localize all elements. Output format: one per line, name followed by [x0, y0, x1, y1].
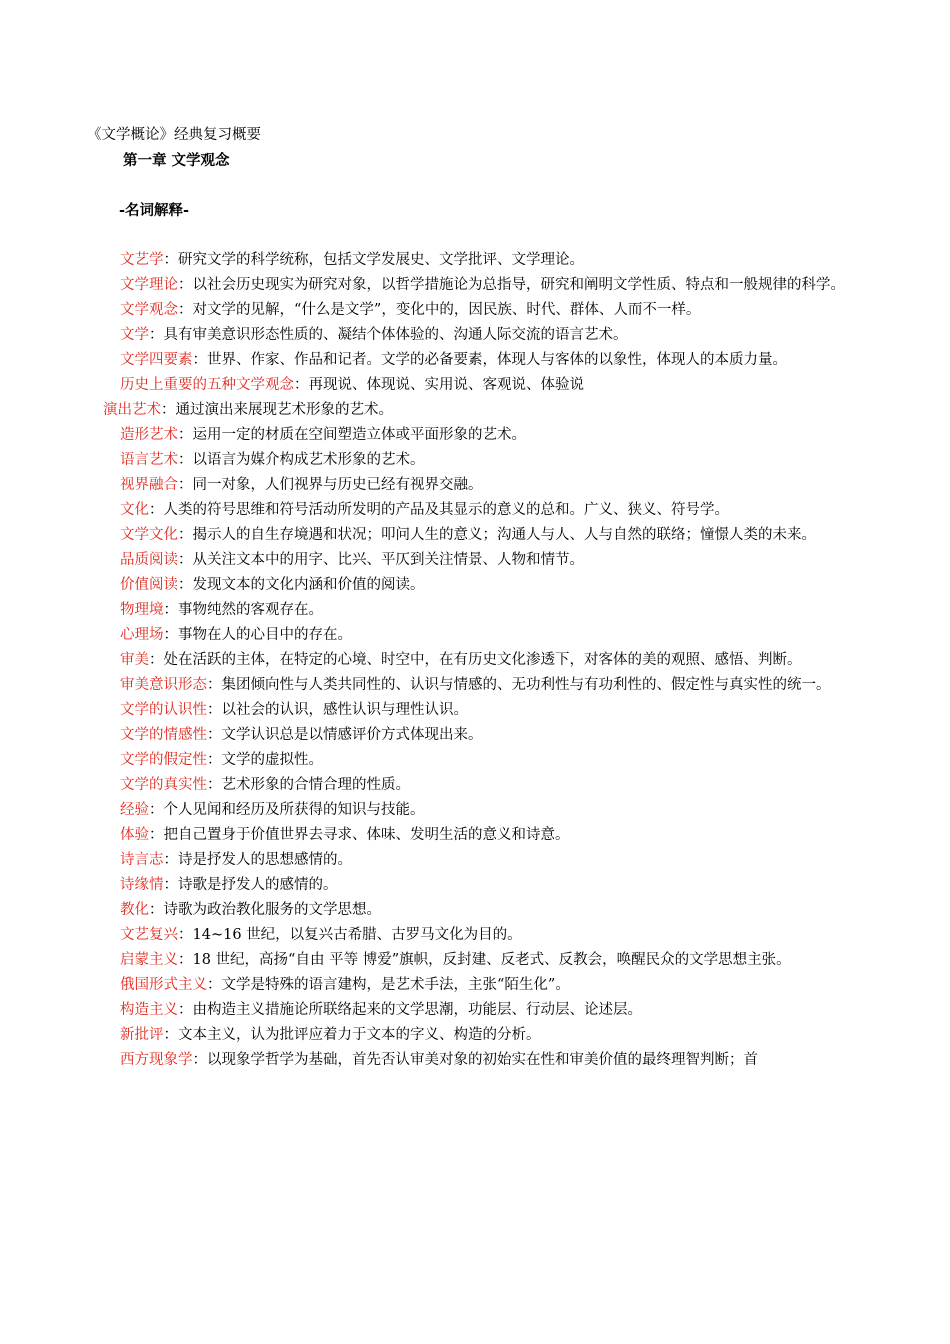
glossary-definition: 通过演出来展现艺术形象的艺术。	[175, 402, 393, 418]
glossary-entry	[87, 523, 863, 548]
term-separator: ：	[192, 1052, 207, 1068]
glossary-entry	[87, 873, 863, 898]
glossary-definition: 再现说、体现说、实用说、客观说、体验说	[308, 377, 584, 393]
glossary-entry	[87, 773, 863, 798]
glossary-term: 文学四要素	[120, 352, 193, 368]
glossary-definition: 把自己置身于价值世界去寻求、体味、发明生活的意义和诗意。	[163, 827, 570, 843]
glossary-term: 品质阅读	[120, 552, 178, 568]
glossary-entry	[87, 323, 863, 348]
glossary-definition: 个人见闻和经历及所获得的知识与技能。	[163, 802, 425, 818]
glossary-definition: 对文学的见解，“什么是文学”，变化中的，因民族、时代、群体、人而不一样。	[192, 302, 701, 318]
glossary-term: 文学观念	[120, 302, 178, 318]
glossary-term: 审美	[120, 652, 149, 668]
glossary-entry	[87, 623, 863, 648]
glossary-term: 造形艺术	[120, 427, 178, 443]
glossary-definition: 诗歌为政治教化服务的文学思想。	[163, 902, 381, 918]
term-separator: ：	[163, 877, 178, 893]
glossary-list	[87, 248, 863, 1073]
glossary-definition: 艺术形象的合情合理的性质。	[221, 777, 410, 793]
glossary-entry	[87, 923, 863, 948]
glossary-term: 价值阅读	[120, 577, 178, 593]
term-separator: ：	[178, 1002, 193, 1018]
glossary-entry	[87, 723, 863, 748]
term-separator: ：	[207, 727, 222, 743]
term-separator: ：	[178, 527, 193, 543]
glossary-definition: 从关注文本中的用字、比兴、平仄到关注情景、人物和情节。	[192, 552, 584, 568]
term-separator: ：	[163, 852, 178, 868]
glossary-term: 体验	[120, 827, 149, 843]
glossary-definition: 18 世纪，高扬“自由 平等 博爱”旗帜，反封建、反老式、反教会，唤醒民众的文学思想主张。	[192, 952, 791, 968]
glossary-term: 文学理论	[120, 277, 178, 293]
glossary-term: 历史上重要的五种文学观念	[120, 377, 294, 393]
glossary-entry	[87, 673, 863, 698]
term-separator: ：	[294, 377, 309, 393]
term-separator: ：	[163, 1027, 178, 1043]
term-separator: ：	[207, 977, 222, 993]
glossary-term: 审美意识形态	[120, 677, 207, 693]
term-separator: ：	[163, 627, 178, 643]
term-separator: ：	[149, 502, 164, 518]
glossary-entry	[87, 248, 863, 273]
glossary-term: 诗缘情	[120, 877, 164, 893]
glossary-term: 诗言志	[120, 852, 164, 868]
glossary-entry	[87, 498, 863, 523]
glossary-definition: 文学的虚拟性。	[221, 752, 323, 768]
glossary-entry	[87, 473, 863, 498]
glossary-entry	[87, 823, 863, 848]
glossary-definition: 以语言为媒介构成艺术形象的艺术。	[192, 452, 425, 468]
glossary-entry	[87, 273, 863, 298]
glossary-entry	[87, 548, 863, 573]
glossary-term: 文艺复兴	[120, 927, 178, 943]
glossary-term: 文学文化	[120, 527, 178, 543]
glossary-definition: 揭示人的自生存境遇和状况；叩问人生的意义；沟通人与人、人与自然的联络；憧憬人类的未来。	[192, 527, 816, 543]
glossary-entry	[87, 698, 863, 723]
glossary-entry	[87, 998, 863, 1023]
glossary-definition: 运用一定的材质在空间塑造立体或平面形象的艺术。	[192, 427, 526, 443]
term-separator: ：	[178, 302, 193, 318]
glossary-term: 俄国形式主义	[120, 977, 207, 993]
glossary-definition: 发现文本的文化内涵和价值的阅读。	[192, 577, 425, 593]
glossary-entry	[87, 748, 863, 773]
glossary-definition: 14~16 世纪，以复兴古希腊、古罗马文化为目的。	[192, 927, 522, 943]
term-separator: ：	[149, 827, 164, 843]
term-separator: ：	[207, 702, 222, 718]
term-separator: ：	[149, 802, 164, 818]
glossary-definition: 集团倾向性与人类共同性的、认识与情感的、无功利性与有功利性的、假定性与真实性的统一。	[221, 677, 831, 693]
term-separator: ：	[207, 752, 222, 768]
glossary-entry	[87, 798, 863, 823]
glossary-term: 启蒙主义	[120, 952, 178, 968]
glossary-term: 物理境	[120, 602, 164, 618]
glossary-entry	[87, 373, 863, 398]
glossary-term: 心理场	[120, 627, 164, 643]
document-title: 《文学概论》经典复习概要	[87, 127, 261, 143]
glossary-entry	[87, 348, 863, 373]
glossary-entry	[87, 298, 863, 323]
glossary-definition: 以社会历史现实为研究对象，以哲学措施论为总指导，研究和阐明文学性质、特点和一般规律的科学。	[192, 277, 845, 293]
glossary-entry	[87, 973, 863, 998]
glossary-entry	[87, 648, 863, 673]
term-separator: ：	[149, 902, 164, 918]
glossary-entry	[87, 848, 863, 873]
term-separator: ：	[163, 602, 178, 618]
glossary-term: 文学	[120, 327, 149, 343]
term-separator: ：	[178, 452, 193, 468]
glossary-definition: 由构造主义措施论所联络起来的文学思潮，功能层、行动层、论述层。	[192, 1002, 642, 1018]
glossary-entry	[87, 398, 863, 423]
term-separator: ：	[178, 277, 193, 293]
glossary-term: 新批评	[120, 1027, 164, 1043]
glossary-definition: 以社会的认识，感性认识与理性认识。	[221, 702, 468, 718]
glossary-definition: 具有审美意识形态性质的、凝结个体体验的、沟通人际交流的语言艺术。	[163, 327, 628, 343]
glossary-term: 西方现象学	[120, 1052, 193, 1068]
term-separator: ：	[207, 777, 222, 793]
term-separator: ：	[161, 402, 176, 418]
term-separator: ：	[178, 427, 193, 443]
glossary-term: 文学的认识性	[120, 702, 207, 718]
glossary-definition: 研究文学的科学统称，包括文学发展史、文学批评、文学理论。	[178, 252, 584, 268]
glossary-definition: 诗歌是抒发人的感情的。	[178, 877, 338, 893]
glossary-definition: 以现象学哲学为基础，首先否认审美对象的初始实在性和审美价值的最终理智判断；首	[207, 1052, 758, 1068]
glossary-definition: 处在活跃的主体，在特定的心境、时空中，在有历史文化渗透下，对客体的美的观照、感悟、判断。	[163, 652, 802, 668]
glossary-entry	[87, 1023, 863, 1048]
glossary-definition: 人类的符号思维和符号活动所发明的产品及其显示的意义的总和。广义、狭义、符号学。	[163, 502, 729, 518]
term-separator: ：	[178, 477, 193, 493]
term-separator: ：	[149, 652, 164, 668]
glossary-entry	[87, 598, 863, 623]
glossary-entry	[87, 898, 863, 923]
glossary-entry	[87, 1048, 863, 1073]
glossary-definition: 事物在人的心目中的存在。	[178, 627, 352, 643]
glossary-definition: 文本主义，认为批评应着力于文本的字义、构造的分析。	[178, 1027, 541, 1043]
term-separator: ：	[178, 552, 193, 568]
term-separator: ：	[149, 327, 164, 343]
glossary-definition: 诗是抒发人的思想感情的。	[178, 852, 352, 868]
term-separator: ：	[207, 677, 222, 693]
section-heading: -名词解释-	[119, 202, 190, 219]
glossary-definition: 世界、作家、作品和记者。文学的必备要素，体现人与客体的以象性，体现人的本质力量。	[207, 352, 787, 368]
glossary-term: 经验	[120, 802, 149, 818]
glossary-entry	[87, 448, 863, 473]
glossary-entry	[87, 573, 863, 598]
glossary-term: 文学的真实性	[120, 777, 207, 793]
glossary-definition: 事物纯然的客观存在。	[178, 602, 323, 618]
document-page	[87, 123, 863, 1073]
glossary-term: 构造主义	[120, 1002, 178, 1018]
term-separator: ：	[178, 952, 193, 968]
glossary-term: 教化	[120, 902, 149, 918]
glossary-term: 文学的假定性	[120, 752, 207, 768]
glossary-entry	[87, 423, 863, 448]
term-separator: ：	[192, 352, 207, 368]
glossary-term: 文艺学	[120, 252, 164, 268]
glossary-term: 文学的情感性	[120, 727, 207, 743]
term-separator: ：	[163, 252, 178, 268]
glossary-term: 视界融合	[120, 477, 178, 493]
term-separator: ：	[178, 927, 193, 943]
glossary-term: 文化	[120, 502, 149, 518]
term-separator: ：	[178, 577, 193, 593]
glossary-definition: 文学是特殊的语言建构，是艺术手法，主张“陌生化”。	[221, 977, 570, 993]
chapter-heading: 第一章 文学观念	[123, 152, 230, 169]
glossary-term: 演出艺术	[103, 402, 161, 418]
glossary-entry	[87, 948, 863, 973]
glossary-definition: 文学认识总是以情感评价方式体现出来。	[221, 727, 483, 743]
glossary-definition: 同一对象，人们视界与历史已经有视界交融。	[192, 477, 483, 493]
glossary-term: 语言艺术	[120, 452, 178, 468]
